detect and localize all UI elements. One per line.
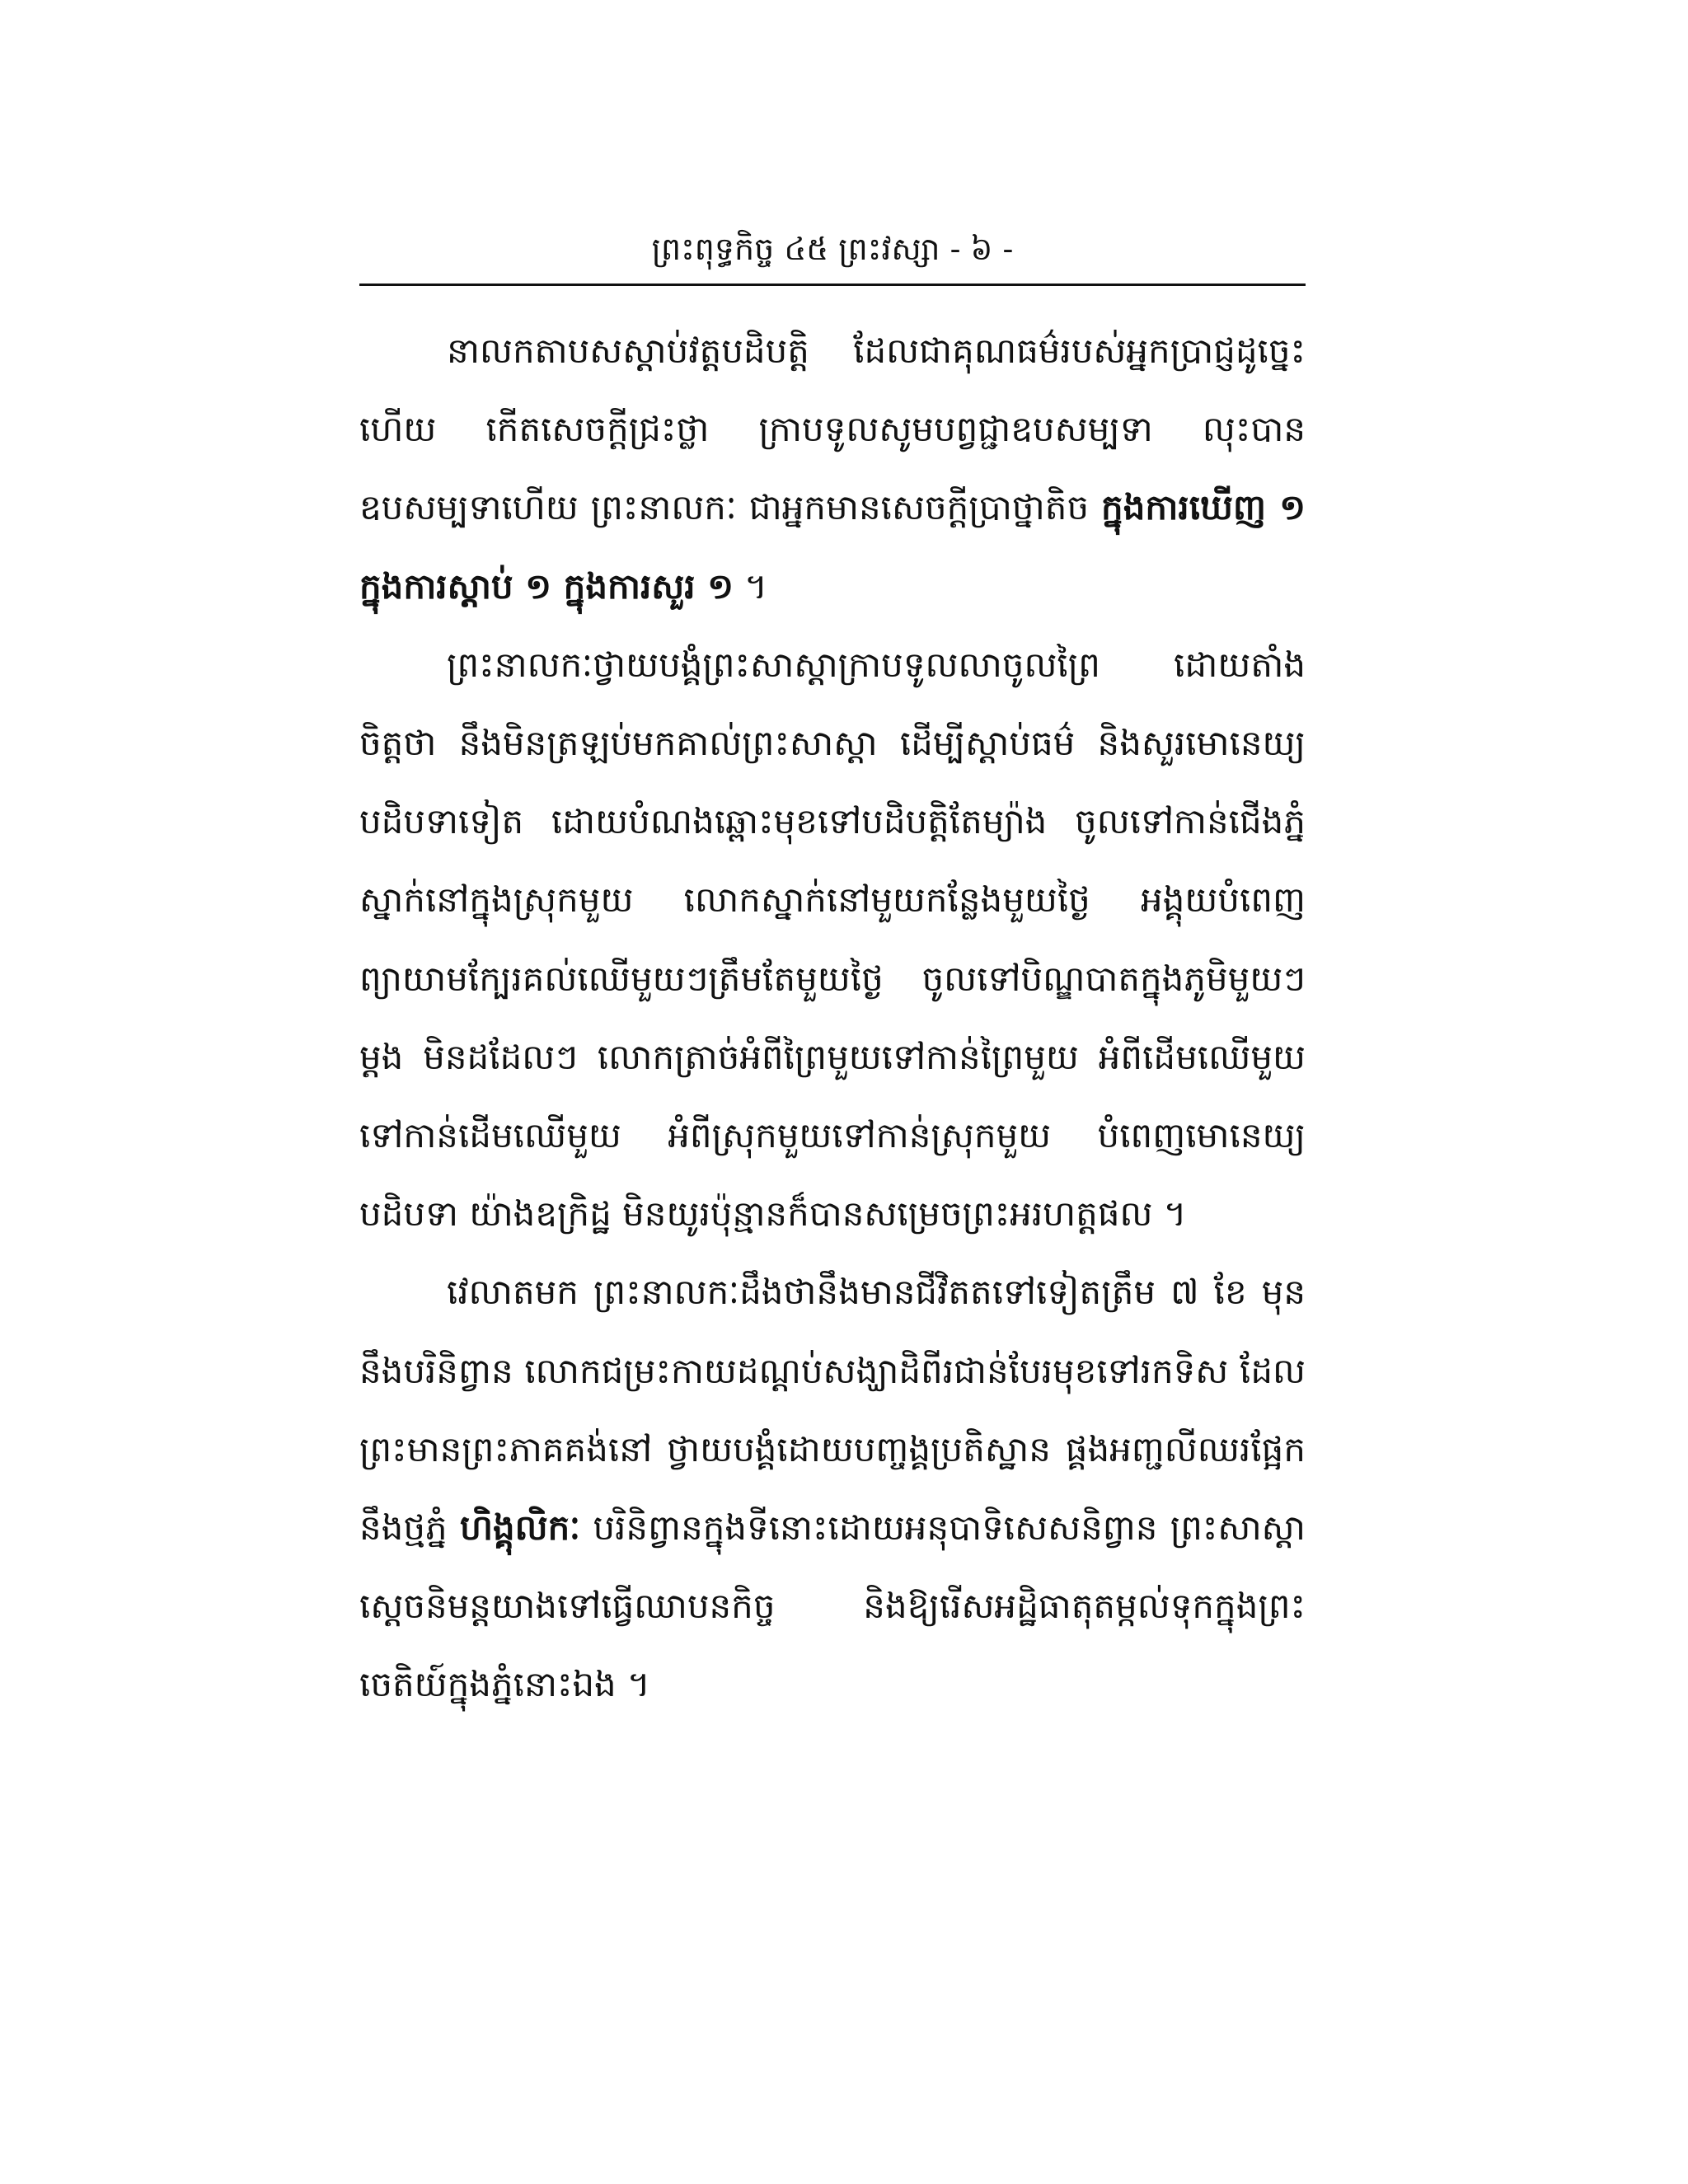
paragraph-text: វេលាតមក ព្រះនាលកៈដឹងថានឹងមានជីវិតតទៅទៀតត្រឹម ៧ ខែ មុននឹងបរិនិព្វាន លោកជម្រះកាយដណ្តប់សង្ឃាដិពីរជាន់បែរមុខទៅរកទិស ដែលព្រះមានព្រះភាគគង់នៅ ថ្វាយបង្គំដោយបញ្ចង្គប្រតិស្ឋាន ផ្គងអញ្ជលីឈរផ្អែកនឹងថ្មភ្នំ bbox=[359, 1272, 1306, 1549]
emphasis-text: ក្នុងការឃើញ ១ ក្នុងការស្តាប់ ១ ក្នុងការសួរ ១ bbox=[359, 487, 1306, 607]
paragraph-end: ។ bbox=[734, 565, 768, 607]
header-rule bbox=[359, 284, 1306, 286]
paragraph-text-continued: បរិនិព្វានក្នុងទីនោះដោយអនុបាទិសេសនិព្វាន ព្រះសាស្តាស្តេចនិមន្តយាងទៅធ្វើឈាបនកិច្ច និងឱ្យរើសអដ្ឋិធាតុតម្កល់ទុកក្នុងព្រះចេតិយ៍ក្នុងភ្នំនោះឯង ។ bbox=[359, 1507, 1306, 1705]
body-text bbox=[359, 312, 1306, 1724]
paragraph-text: នាលកតាបសស្តាប់វត្តបដិបត្តិ ដែលជាគុណធម៌របស់អ្នកប្រាជ្ញដូច្នេះហើយ កើតសេចក្តីជ្រះថ្លា ក្រាបទូលសូមបព្វជ្ជាឧបសម្បទា លុះបានឧបសម្បទាហើយ ព្រះនាលកៈ ជាអ្នកមានសេចក្តីប្រាថ្នាតិច bbox=[359, 330, 1306, 528]
page-number: - ៦ - bbox=[950, 231, 1014, 267]
running-header bbox=[359, 224, 1306, 274]
place-name-emphasis: ហិង្គុលិកៈ bbox=[459, 1507, 581, 1549]
paragraph-1 bbox=[359, 312, 1306, 626]
paragraph-2 bbox=[359, 626, 1306, 1254]
paragraph-text: ព្រះនាលកៈថ្វាយបង្គំព្រះសាស្តាក្រាបទូលលាចូលព្រៃ ដោយតាំងចិត្តថា នឹងមិនត្រឡប់មកគាល់ព្រះសាស្តា ដើម្បីស្តាប់ធម៌ និងសួរមោនេយ្យបដិបទាទៀត ដោយបំណងឆ្ពោះមុខទៅបដិបត្តិតែម្យ៉ាង ចូលទៅកាន់ជើងភ្នំ ស្នាក់នៅក្នុងស្រុកមួយ លោកស្នាក់នៅមួយកន្លែងមួយថ្ងៃ អង្គុយបំពេញព្យាយាមក្បែរគល់ឈើមួយៗត្រឹមតែមួយថ្ងៃ ចូលទៅបិណ្ឌបាតក្នុងភូមិមួយៗ ម្តង មិនដដែលៗ លោកត្រាច់អំពីព្រៃមួយទៅកាន់ព្រៃមួយ អំពីដើមឈើមួយ ទៅកាន់ដើមឈើមួយ អំពីស្រុកមួយទៅកាន់ស្រុកមួយ បំពេញមោនេយ្យបដិបទា យ៉ាងឧក្រិដ្ឋ មិនយូរប៉ុន្មានក៏បានសម្រេចព្រះអរហត្តផល ។ bbox=[359, 644, 1306, 1235]
paragraph-3 bbox=[359, 1253, 1306, 1723]
book-title: ព្រះពុទ្ធកិច្ច ៤៥ ព្រះវស្សា bbox=[651, 231, 940, 267]
